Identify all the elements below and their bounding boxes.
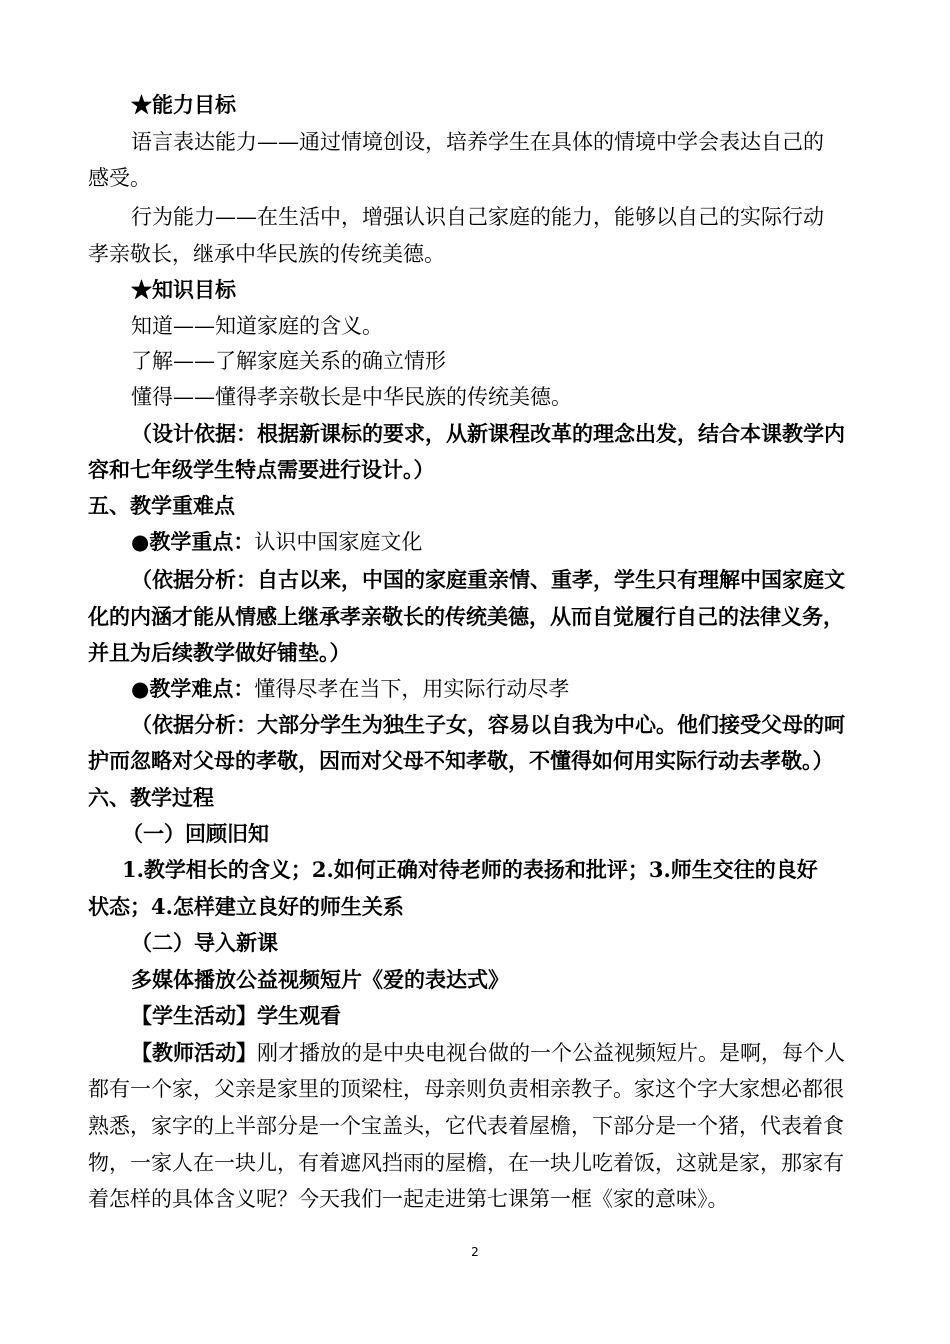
difficult-basis-line-1: （依据分析：大部分学生为独生子女，容易以自我为中心。他们接受父母的呵 (131, 712, 845, 737)
key-point-line (0, 527, 950, 557)
knowledge-goals-heading: ★知识目标 (131, 277, 236, 302)
design-basis-line-1: （设计依据：根据新课标的要求，从新课程改革的理念出发，结合本课教学内 (131, 421, 845, 446)
student-activity-line: 【学生活动】学生观看 (131, 1003, 341, 1028)
difficult-point-label: ●教学难点： (131, 676, 255, 701)
language-ability-text: 通过情境创设，培养学生在具体的情境中学会表达自己的 (299, 130, 824, 154)
page-number: 2 (471, 1245, 479, 1259)
review-line-1: 1.教学相长的含义；2.如何正确对待老师的表扬和批评；3.师生交往的良好 (122, 857, 818, 882)
key-point-text: 认识中国家庭文化 (254, 530, 423, 554)
language-ability-line-2: 感受。 (88, 166, 151, 190)
knowledge-comprehend-line: 懂得——懂得孝亲敬长是中华民族的传统美德。 (131, 385, 572, 409)
teacher-activity-line-4: 物，一家人在一块儿，有着遮风挡雨的屋檐，在一块儿吃着饭，这就是家，那家有 (88, 1151, 844, 1175)
behavior-ability-line-2: 孝亲敬长，继承中华民族的传统美德。 (88, 242, 445, 266)
behavior-ability-line-1: 行为能力——在生活中，增强认识自己家庭的能力，能够以自己的实际行动 (131, 205, 824, 229)
language-ability-label: 语言表达能力—— (131, 130, 299, 154)
difficult-point-text: 懂得尽孝在当下，用实际行动尽孝 (254, 677, 570, 701)
review-heading: （一）回顾旧知 (122, 821, 269, 846)
knowledge-understand-line: 了解——了解家庭关系的确立情形 (131, 349, 446, 373)
key-basis-line-3: 并且为后续教学做好铺垫。） (88, 640, 351, 665)
language-ability-line-1 (0, 127, 950, 157)
key-basis-line-2: 化的内涵才能从情感上继承孝亲敬长的传统美德，从而自觉履行自己的法律义务， (88, 604, 844, 629)
difficult-basis-line-2: 护而忽略对父母的孝敬，因而对父母不知孝敬，不懂得如何用实际行动去孝敬。） (88, 748, 834, 773)
knowledge-know-line: 知道——知道家庭的含义。 (131, 314, 383, 338)
teacher-activity-line-2: 都有一个家，父亲是家里的顶梁柱，母亲则负责相亲教子。家这个字大家想必都很 (88, 1077, 844, 1101)
teacher-activity-line-3: 熟悉，家字的上半部分是一个宝盖头，它代表着屋檐，下部分是一个猪，代表着食 (88, 1114, 844, 1138)
video-line: 多媒体播放公益视频短片《爱的表达式》 (131, 967, 509, 992)
teacher-activity-line-5: 着怎样的具体含义呢？今天我们一起走进第七课第一框《家的意味》。 (88, 1187, 729, 1211)
teacher-activity-text: 刚才播放的是中央电视台做的一个公益视频短片。是啊，每个人 (257, 1041, 845, 1065)
key-basis-line-1: （依据分析：自古以来，中国的家庭重亲情、重孝，学生只有理解中国家庭文 (131, 567, 845, 592)
teacher-activity-line-1 (0, 1038, 950, 1068)
teacher-activity-label: 【教师活动】 (131, 1040, 257, 1065)
section-five-heading: 五、教学重难点 (88, 493, 235, 518)
ability-goals-heading: ★能力目标 (131, 92, 236, 117)
review-line-2: 状态；4.怎样建立良好的师生关系 (88, 894, 404, 919)
design-basis-line-2: 容和七年级学生特点需要进行设计。） (88, 457, 435, 482)
intro-heading: （二）导入新课 (131, 930, 278, 955)
difficult-point-line (0, 674, 950, 704)
section-six-heading: 六、教学过程 (88, 785, 214, 810)
key-point-label: ●教学重点： (131, 529, 255, 554)
